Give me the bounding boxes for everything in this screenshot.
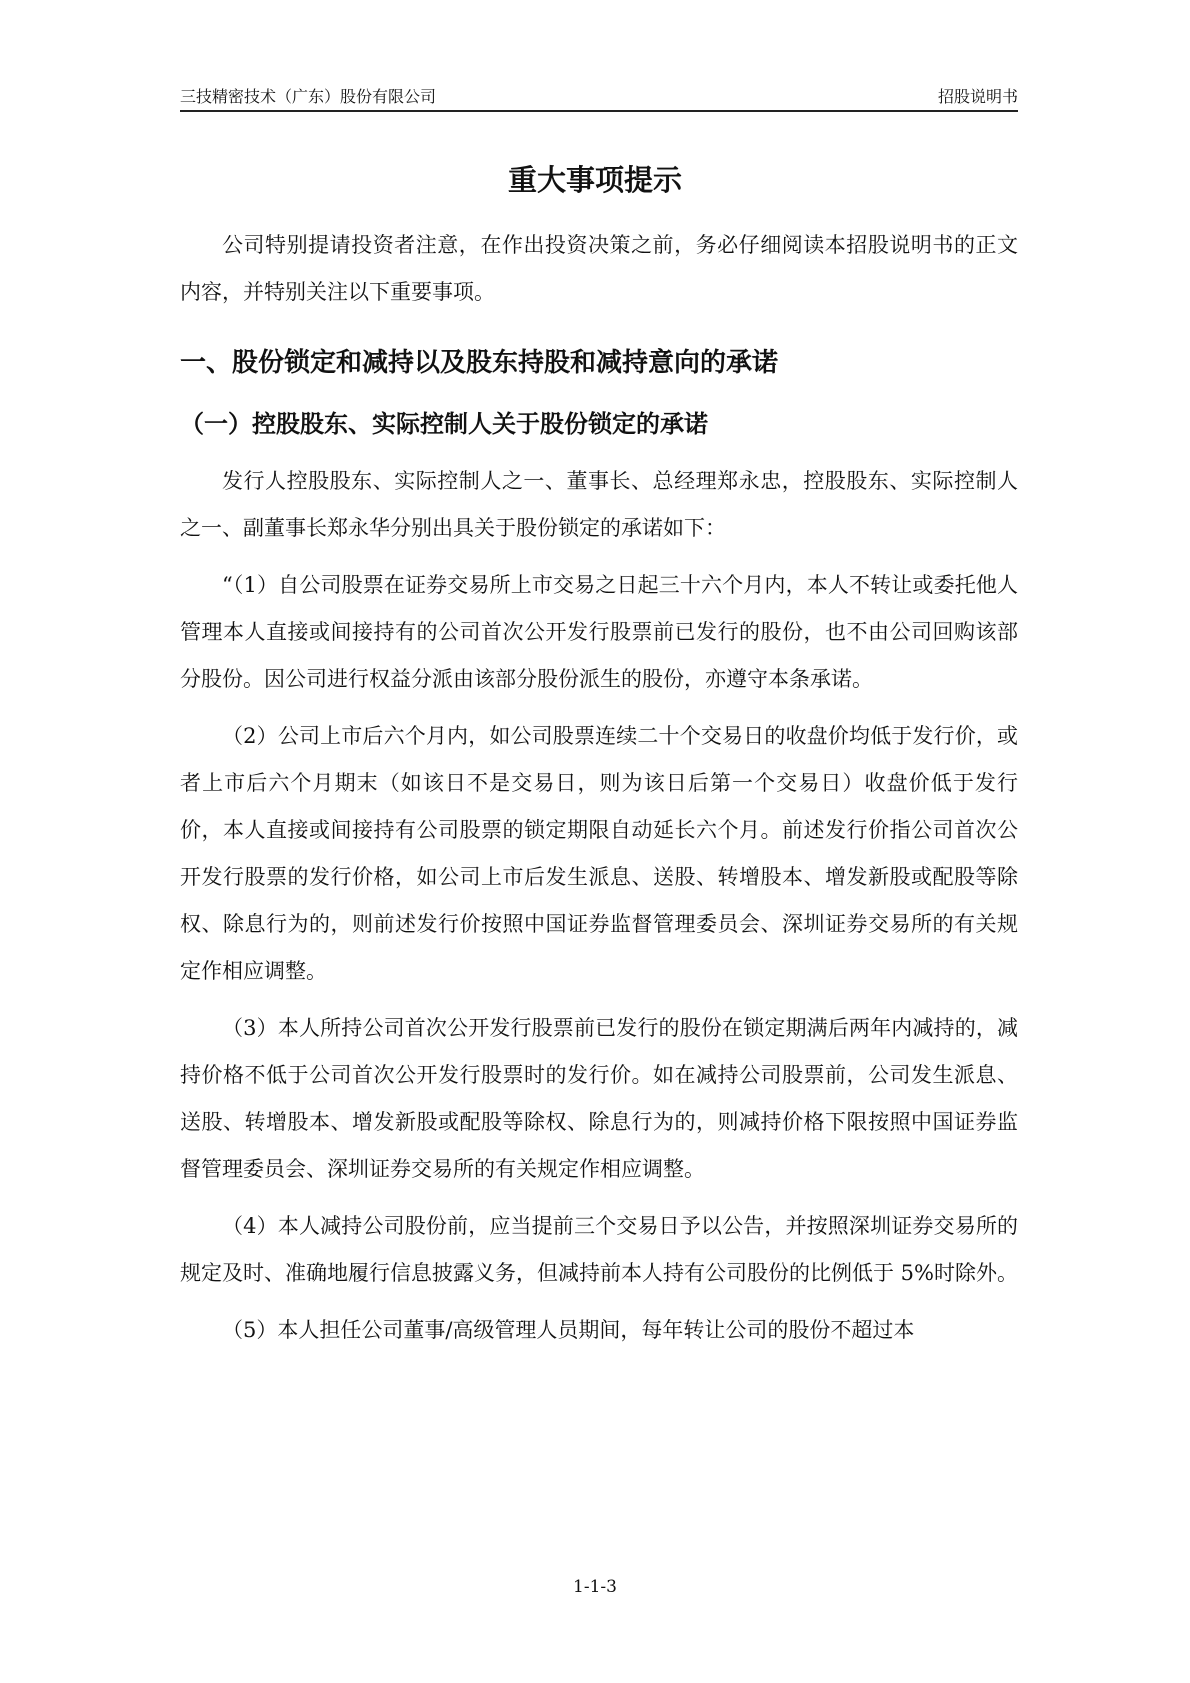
header-company-name: 三技精密技术（广东）股份有限公司 bbox=[180, 87, 437, 106]
section-heading: 一、股份锁定和减持以及股东持股和减持意向的承诺 bbox=[180, 348, 779, 378]
page-number: 1-1-3 bbox=[573, 1577, 617, 1597]
commitment-item-4: （4）本人减持公司股份前，应当提前三个交易日予以公告，并按照深圳证券交易所的规定及时、准确地履行信息披露义务，但减持前本人持有公司股份的比例低于 5%时除外。 bbox=[180, 1214, 1018, 1285]
commitment-item-1: “（1）自公司股票在证券交易所上市交易之日起三十六个月内，本人不转让或委托他人管理本人直接或间接持有的公司首次公开发行股票前已发行的股份，也不由公司回购该部分股份。因公司进行权益分派由该部分股份派生的股份，亦遵守本条承诺。 bbox=[180, 573, 1018, 691]
header-document-type: 招股说明书 bbox=[937, 87, 1018, 106]
commitment-item-2: （2）公司上市后六个月内，如公司股票连续二十个交易日的收盘价均低于发行价，或者上市后六个月期末（如该日不是交易日，则为该日后第一个交易日）收盘价低于发行价，本人直接或间接持有公司股票的锁定期限自动延长六个月。前述发行价指公司首次公开发行股票的发行价格，如公司上市后发生派息、送股、转增股本、增发新股或配股等除权、除息行为的，则前述发行价按照中国证券监督管理委员会、深圳证券交易所的有关规定作相应调整。 bbox=[180, 724, 1018, 983]
page-title: 重大事项提示 bbox=[507, 163, 682, 197]
intro-paragraph: 公司特别提请投资者注意，在作出投资决策之前，务必仔细阅读本招股说明书的正文内容，并特别关注以下重要事项。 bbox=[180, 233, 1018, 304]
main-content bbox=[180, 222, 1018, 1354]
page-header bbox=[180, 84, 1018, 112]
commitment-item-5: （5）本人担任公司董事/高级管理人员期间，每年转让公司的股份不超过本 bbox=[222, 1318, 915, 1342]
subsection-heading: （一）控股股东、实际控制人关于股份锁定的承诺 bbox=[180, 410, 708, 438]
lead-paragraph: 发行人控股股东、实际控制人之一、董事长、总经理郑永忠，控股股东、实际控制人之一、副董事长郑永华分别出具关于股份锁定的承诺如下： bbox=[180, 469, 1018, 540]
commitment-item-3: （3）本人所持公司首次公开发行股票前已发行的股份在锁定期满后两年内减持的，减持价格不低于公司首次公开发行股票时的发行价。如在减持公司股票前，公司发生派息、送股、转增股本、增发新股或配股等除权、除息行为的，则减持价格下限按照中国证券监督管理委员会、深圳证券交易所的有关规定作相应调整。 bbox=[180, 1016, 1018, 1181]
